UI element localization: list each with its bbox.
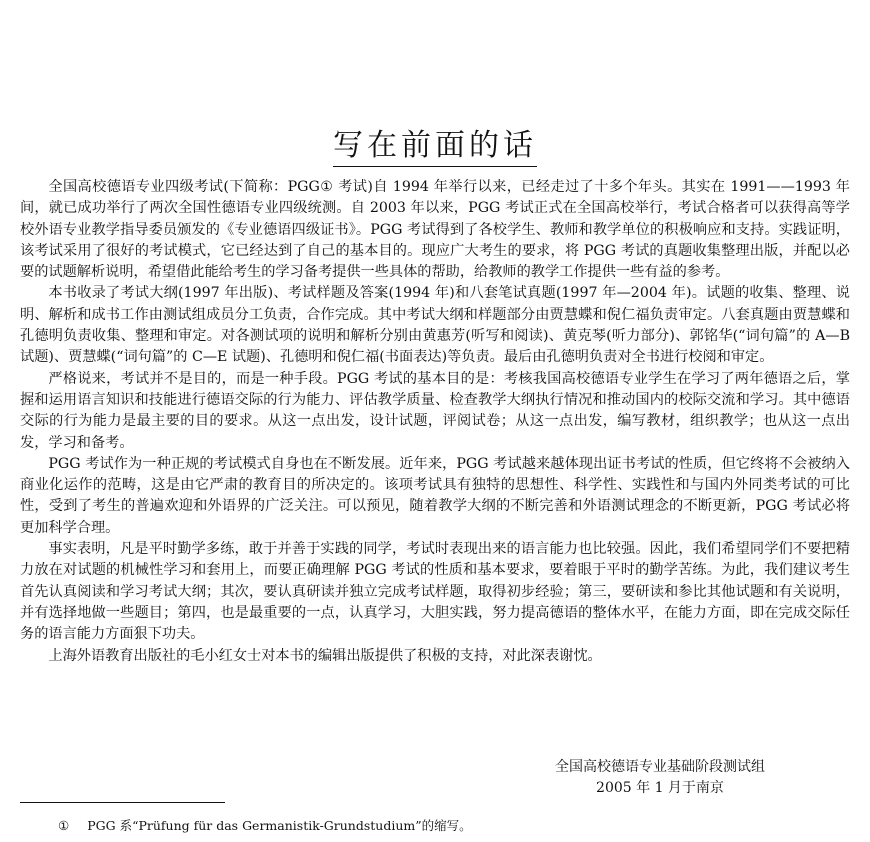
signature-date: 2005 年 1 月于南京: [596, 780, 724, 796]
paragraph: 严格说来，考试并不是目的，而是一种手段。PGG 考试的基本目的是：考核我国高校德语专业学生在学习了两年德语之后，掌握和运用语言知识和技能进行德语交际的行为能力、评估教学质量、检查教学大纲执行情况和推动国内的校际交流和学习。其中德语交际的行为能力是最主要的目的要求。从这一点出发，设计试题，评阅试卷；从这一点出发，编写教材，组织教学；也从这一点出发，学习和备考。: [20, 370, 850, 451]
paragraph: 全国高校德语专业四级考试(下简称：PGG① 考试)自 1994 年举行以来，已经走过了十多个年头。其实在 1991——1993 年间，就已成功举行了两次全国性德语专业四级统测。自 2003 年以来，PGG 考试正式在全国高校举行，考试合格者可以获得高等学校外语专业教学指导委员颁发的《专业德语四级证书》。PGG 考试得到了各校学生、教师和教学单位的积极响应和支持。实践证明，该考试采用了很好的考试模式，它已经达到了自己的基本目的。现应广大考生的要求，将 PGG 考试的真题收集整理出版，并配以必要的试题解析说明，希望借此能给考生的学习备考提供一些具体的帮助，给教师的教学工作提供一些有益的参考。: [20, 179, 850, 281]
paragraph: PGG 考试作为一种正规的考试模式自身也在不断发展。近年来，PGG 考试越来越体现出证书考试的性质，但它终将不会被纳入商业化运作的范畴，这是由它严肃的教育目的所决定的。该项考试具有独特的思想性、科学性、实践性和与国内外同类考试的可比性，受到了考生的普遍欢迎和外语界的广泛关注。可以预见，随着教学大纲的不断完善和外语测试理念的不断更新，PGG 考试必将更加科学合理。: [20, 455, 850, 536]
footnote-marker: ①: [58, 818, 70, 833]
footnote-divider: [20, 802, 225, 803]
paragraph: 本书收录了考试大纲(1997 年出版)、考试样题及答案(1994 年)和八套笔试真题(1997 年—2004 年)。试题的收集、整理、说明、解析和成书工作由测试组成员分工负责，合作完成。其中考试大纲和样题部分由贾慧蝶和倪仁福负责审定。八套真题由贾慧蝶和孔德明负责收集、整理和审定。对各测试项的说明和解析分别由黄惠芳(听写和阅读)、黄克琴(听力部分)、郭铭华(“词句篇”的 A—B 试题)、贾慧蝶(“词句篇”的 C—E 试题)、孔德明和倪仁福(书面表达)等负责。最后由孔德明负责对全书进行校阅和审定。: [20, 285, 850, 366]
signature-block: [510, 757, 810, 799]
footnote-text: PGG 系“Prüfung für das Germanistik-Grundstudium”的缩写。: [87, 818, 472, 833]
preface-body: [20, 177, 850, 667]
paragraph: 上海外语教育出版社的毛小红女士对本书的编辑出版提供了积极的支持，对此深表谢忱。: [48, 647, 602, 664]
signature-org: 全国高校德语专业基础阶段测试组: [555, 759, 765, 775]
footnote: [58, 818, 472, 834]
title-text: 写在前面的话: [333, 128, 537, 167]
page-title: [0, 120, 870, 164]
paragraph: 事实表明，凡是平时勤学多练，敢于并善于实践的同学，考试时表现出来的语言能力也比较强。因此，我们希望同学们不要把精力放在对试题的机械性学习和套用上，而要正确理解 PGG 考试的性质和基本要求，要着眼于平时的勤学苦练。为此，我们建议考生首先认真阅读和学习考试大纲；其次，要认真研读并独立完成考试样题，取得初步经验；第三，要研读和参比其他试题和有关说明，并有选择地做一些题目；第四，也是最重要的一点，认真学习，大胆实践，努力提高德语的整体水平，在能力方面，即在完成交际任务的语言能力方面狠下功夫。: [20, 541, 850, 643]
